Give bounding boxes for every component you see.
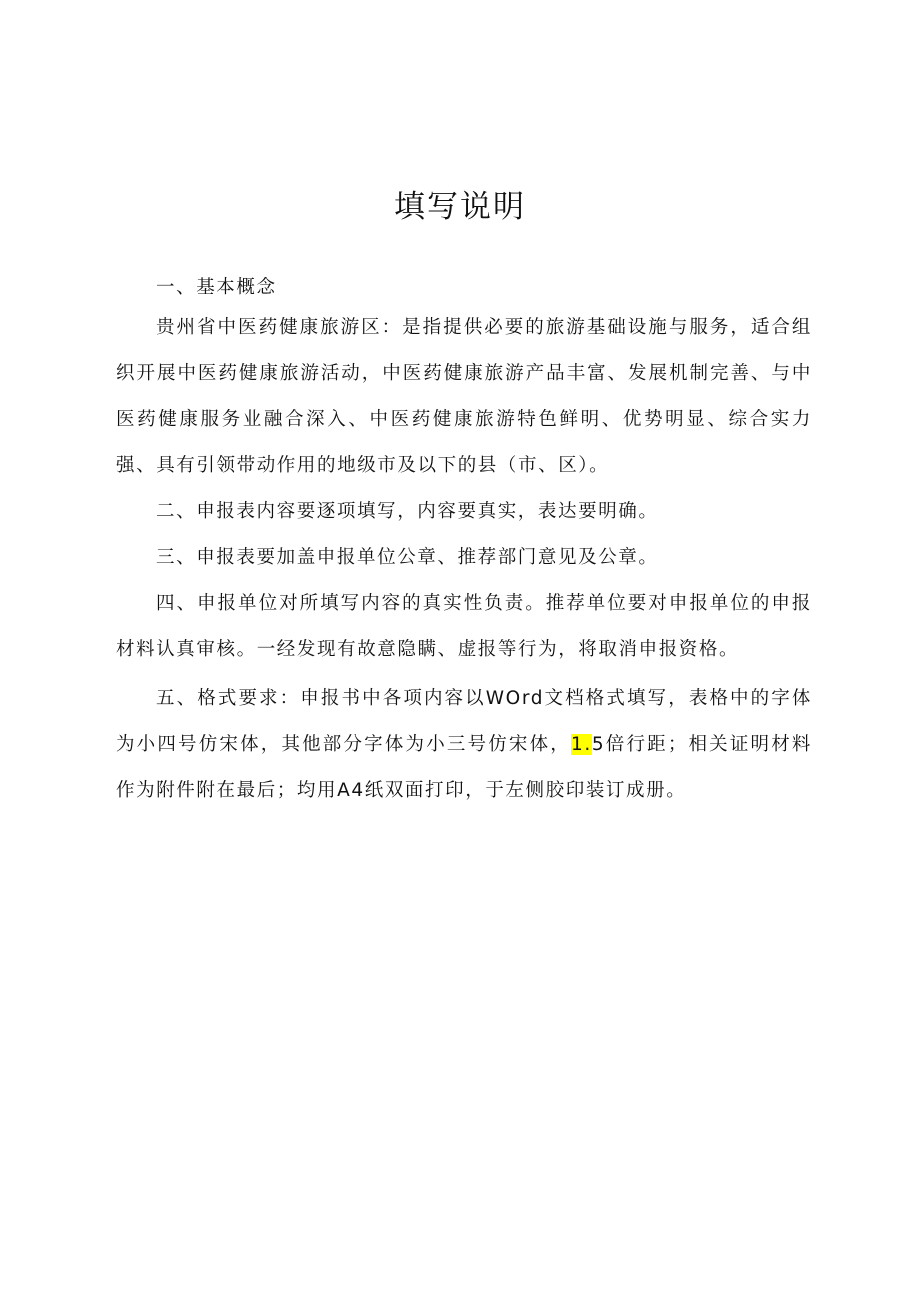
item-5-text-a: 五、格式要求：申报书中各项内容以WOrd文档格式填写，表格中的字体为小四号仿宋体，其他部分字体为小三号仿宋体， (116, 688, 812, 755)
section1-heading: 一、基本概念 (156, 277, 277, 298)
item-5-text-b: 5倍行距；相关证明材料作为附件附在最后；均用A4纸双面打印，于左侧胶印装订成册。 (116, 734, 812, 801)
item-3: 三、申报表要加盖申报单位公章、推荐部门意见及公章。 (156, 547, 659, 568)
item-5-highlight: 1. (570, 734, 592, 755)
item-4: 四、申报单位对所填写内容的真实性负责。推荐单位要对申报单位的申报材料认真审核。一经发现有故意隐瞒、虚报等行为，将取消申报资格。 (116, 593, 812, 660)
section1-body: 贵州省中医药健康旅游区：是指提供必要的旅游基础设施与服务，适合组织开展中医药健康旅游活动，中医药健康旅游产品丰富、发展机制完善、与中医药健康服务业融合深入、中医药健康旅游特色鲜明、优势明显、综合实力强、具有引领带动作用的地级市及以下的县（市、区）。 (116, 317, 812, 476)
item-2: 二、申报表内容要逐项填写，内容要真实，表达要明确。 (156, 501, 659, 522)
document-title: 填写说明 (394, 189, 526, 225)
item-5 (116, 676, 812, 814)
